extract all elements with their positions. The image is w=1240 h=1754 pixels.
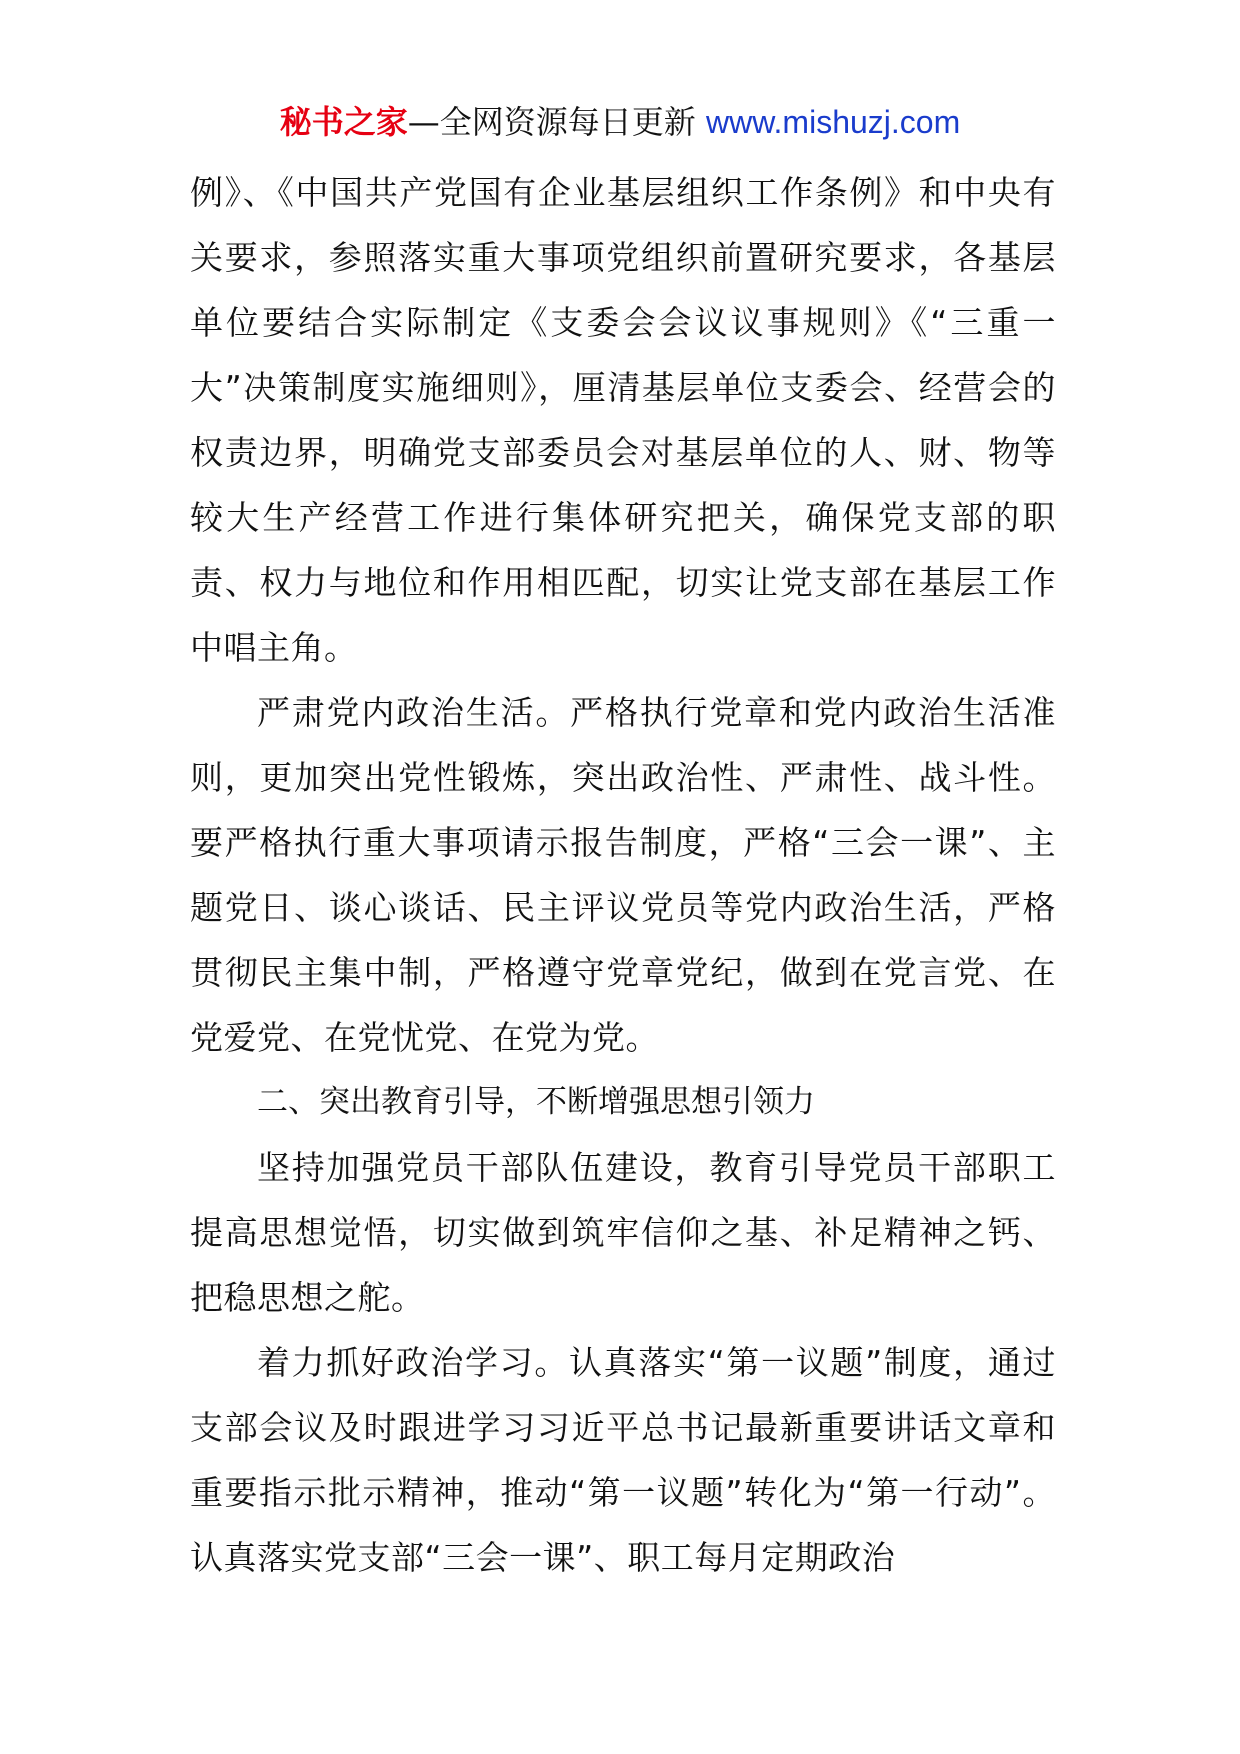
paragraph-political-life: 严肃党内政治生活。严格执行党章和党内政治生活准则，更加突出党性锻炼，突出政治性、严肃性、战斗性。要严格执行重大事项请示报告制度，严格“三会一课”、主题党日、谈心谈话、民主评议党员等党内政治生活，严格贯彻民主集中制，严格遵守党章党纪，做到在党言党、在党爱党、在党忧党、在党为党。 [190, 693, 1056, 1057]
site-tagline: —全网资源每日更新 [407, 103, 696, 141]
section-heading-2: 二、突出教育引导，不断增强思想引领力 [257, 1084, 815, 1120]
paragraph-education-intro: 坚持加强党员干部队伍建设，教育引导党员干部职工提高思想觉悟，切实做到筑牢信仰之基、补足精神之钙、把稳思想之舵。 [190, 1148, 1056, 1317]
paragraph-continued: 例》、《中国共产党国有企业基层组织工作条例》和中央有关要求，参照落实重大事项党组织前置研究要求，各基层单位要结合实际制定《支委会会议议事规则》《“三重一大”决策制度实施细则》，厘清基层单位支委会、经营会的权责边界，明确党支部委员会对基层单位的人、财、物等较大生产经营工作进行集体研究把关，确保党支部的职责、权力与地位和作用相匹配，切实让党支部在基层工作中唱主角。 [190, 173, 1056, 667]
site-brand: 秘书之家 [279, 103, 408, 141]
site-header [0, 100, 1240, 144]
site-url-link[interactable]: www.mishuzj.com [705, 104, 961, 140]
paragraph-political-study: 着力抓好政治学习。认真落实“第一议题”制度，通过支部会议及时跟进学习习近平总书记最新重要讲话文章和重要指示批示精神，推动“第一议题”转化为“第一行动”。认真落实党支部“三会一课”、职工每月定期政治 [190, 1343, 1056, 1577]
document-body [190, 160, 1056, 1590]
